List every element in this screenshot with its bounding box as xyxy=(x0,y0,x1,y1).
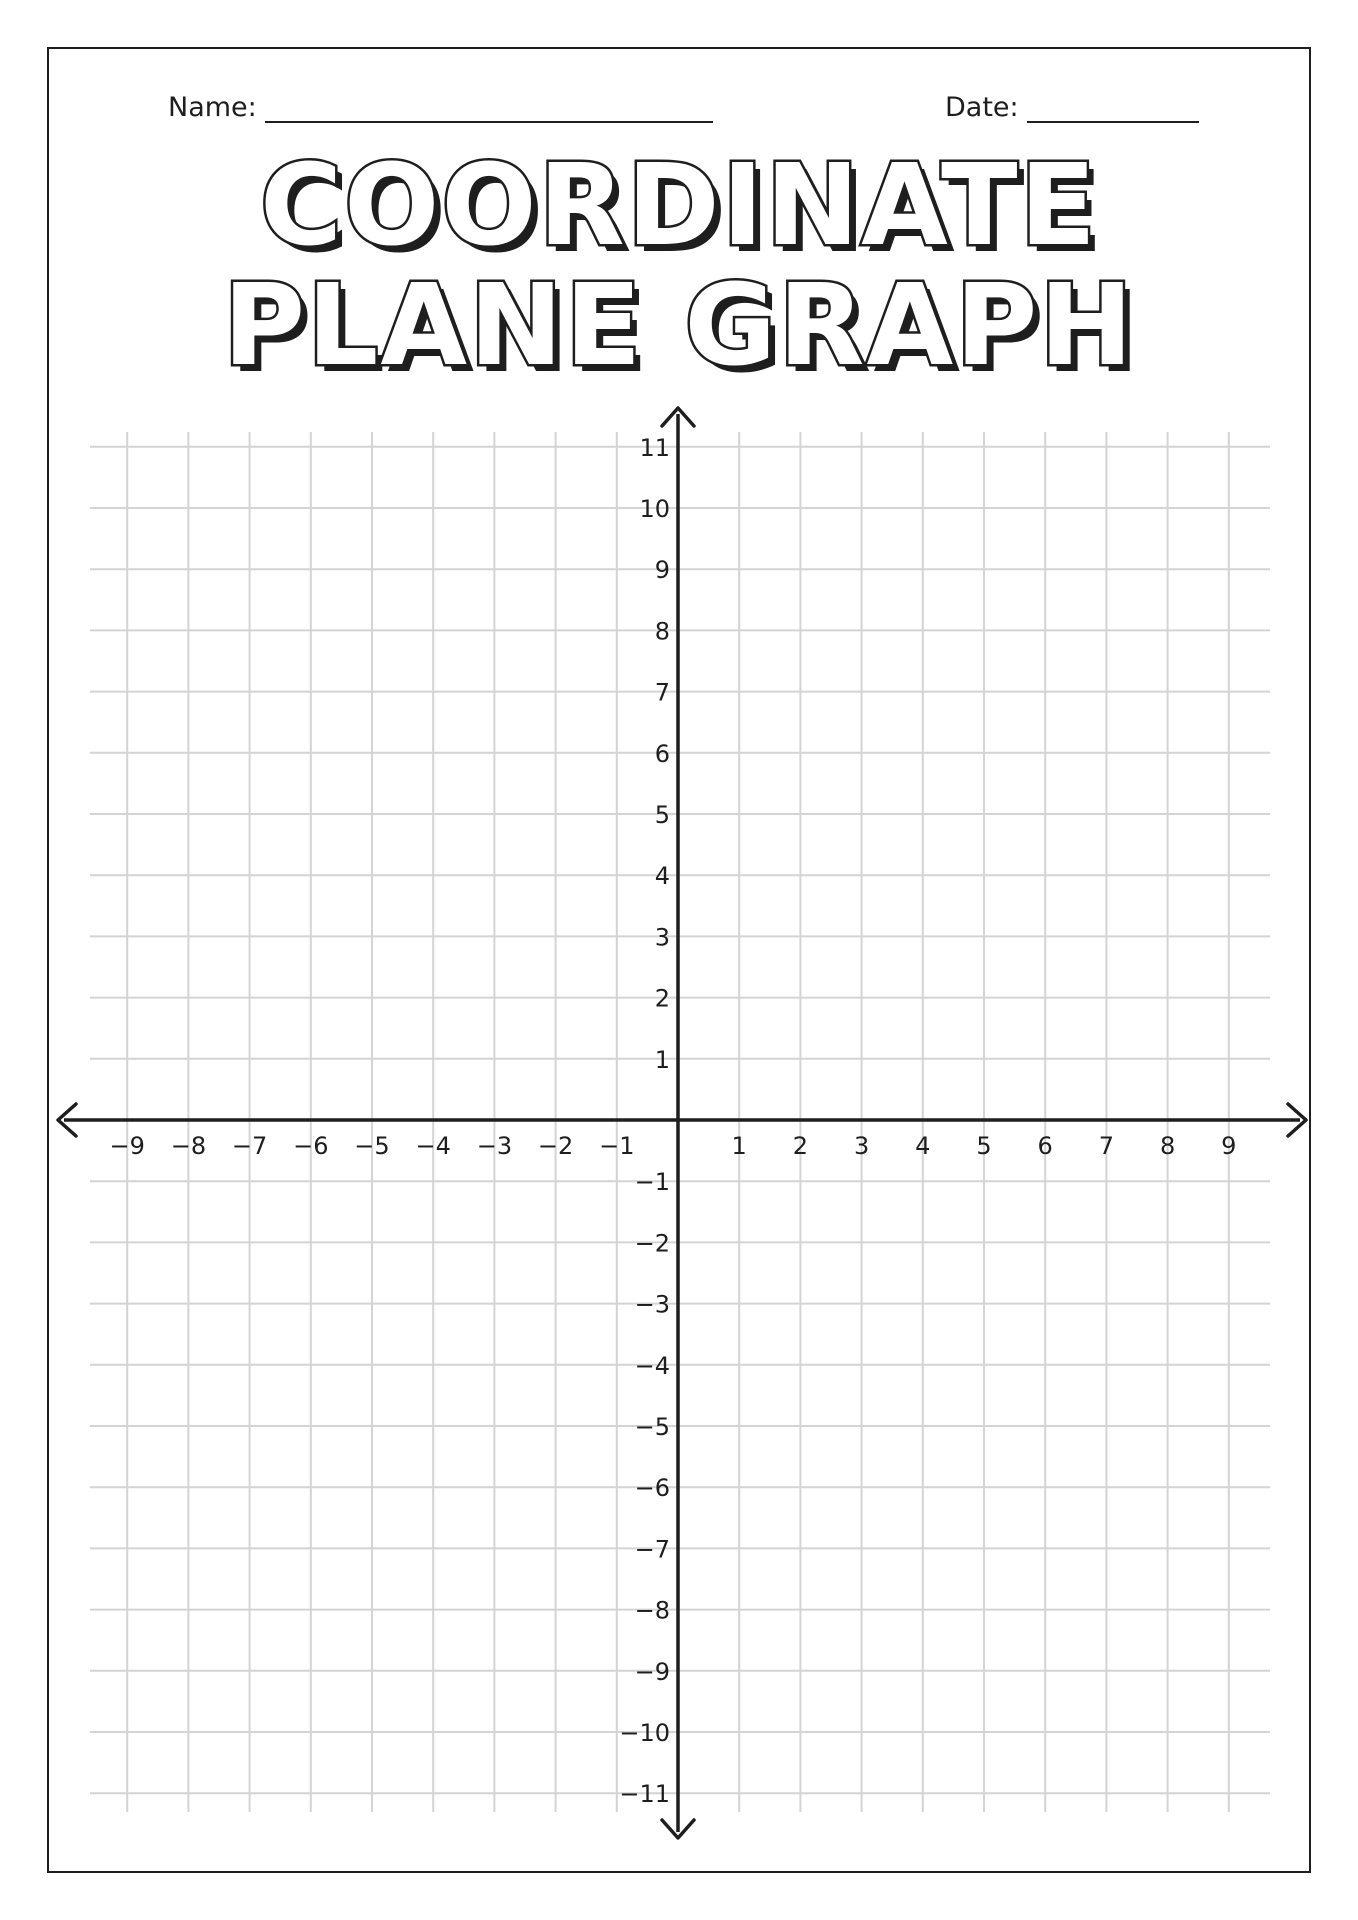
y-tick-label: −8 xyxy=(634,1596,670,1625)
y-tick-label: −3 xyxy=(634,1290,670,1319)
x-tick-label: 5 xyxy=(976,1132,992,1160)
y-tick-label: 1 xyxy=(654,1045,670,1074)
title-line-2: PLANE GRAPH xyxy=(222,261,1136,391)
y-tick-label: 10 xyxy=(639,495,670,523)
x-tick-label: 1 xyxy=(731,1132,747,1160)
y-tick-label: −9 xyxy=(634,1657,670,1686)
y-tick-label: 7 xyxy=(654,678,670,707)
name-label: Name: xyxy=(168,92,257,123)
y-tick-label: −4 xyxy=(634,1351,670,1380)
x-tick-label: 3 xyxy=(853,1132,870,1160)
y-tick-label: 4 xyxy=(654,862,670,891)
x-tick-label: 6 xyxy=(1037,1132,1053,1160)
title-line-1: COORDINATE xyxy=(259,141,1099,271)
x-tick-label: −5 xyxy=(354,1132,390,1160)
x-tick-label: −4 xyxy=(415,1132,451,1160)
x-tick-label: 7 xyxy=(1098,1132,1115,1160)
y-tick-label: −10 xyxy=(619,1719,670,1747)
y-tick-label: −6 xyxy=(634,1474,670,1503)
x-tick-label: −2 xyxy=(537,1132,574,1160)
y-tick-label: 8 xyxy=(654,617,670,646)
x-tick-label: 9 xyxy=(1221,1132,1237,1160)
grid xyxy=(90,432,1270,1812)
y-tick-label: −2 xyxy=(634,1229,670,1258)
y-tick-label: 9 xyxy=(654,556,670,585)
x-tick-labels xyxy=(110,1132,1237,1160)
y-tick-label: 6 xyxy=(654,739,670,768)
y-tick-label: 11 xyxy=(639,433,670,462)
y-tick-label: 2 xyxy=(654,984,670,1013)
x-tick-label: −3 xyxy=(476,1132,513,1160)
x-tick-label: 8 xyxy=(1159,1132,1176,1160)
date-label: Date: xyxy=(945,92,1019,123)
y-tick-label: −11 xyxy=(619,1780,670,1809)
y-tick-label: −1 xyxy=(634,1168,670,1197)
x-tick-label: −1 xyxy=(599,1132,635,1160)
y-tick-label: −7 xyxy=(634,1535,670,1564)
axes xyxy=(58,408,1306,1838)
x-tick-label: −7 xyxy=(231,1132,268,1160)
x-tick-label: 4 xyxy=(915,1132,931,1160)
y-tick-label: −5 xyxy=(634,1413,670,1441)
y-tick-label: 3 xyxy=(654,923,670,952)
y-tick-label: 5 xyxy=(654,801,670,829)
x-tick-label: 2 xyxy=(792,1132,809,1160)
x-tick-label: −9 xyxy=(109,1132,145,1160)
x-tick-label: −8 xyxy=(170,1132,207,1160)
x-tick-label: −6 xyxy=(293,1132,329,1160)
